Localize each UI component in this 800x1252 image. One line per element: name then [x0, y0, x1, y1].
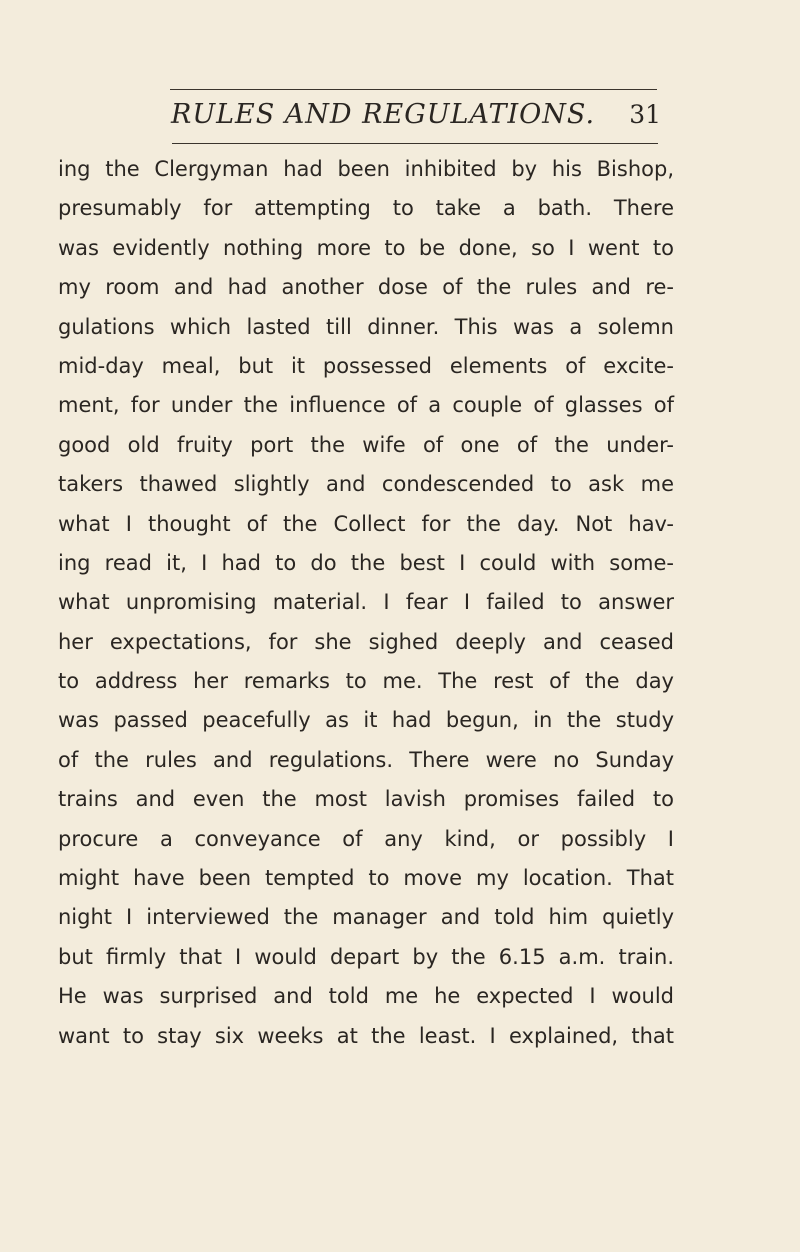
- text-line: want to stay six weeks at the least. I explained, that: [58, 1023, 674, 1048]
- text-line: ing read it, I had to do the best I could with some-: [58, 550, 674, 575]
- text-line: her expectations, for she sighed deeply and ceased: [58, 629, 674, 654]
- text-line: presumably for attempting to take a bath. There: [58, 196, 674, 221]
- text-line: mid-day meal, but it possessed elements of excite-: [58, 353, 674, 378]
- header-rule-top: [170, 89, 657, 90]
- text-line: but firmly that I would depart by the 6.15 a.m. train.: [58, 944, 674, 969]
- running-title: RULES AND REGULATIONS.: [171, 99, 596, 130]
- text-line: gulations which lasted till dinner. This was a solemn: [58, 314, 674, 339]
- text-line: He was surprised and told me he expected I would: [58, 984, 674, 1009]
- text-line: to address her remarks to me. The rest of the day: [58, 669, 674, 694]
- text-line: trains and even the most lavish promises failed to: [58, 787, 674, 812]
- text-line: might have been tempted to move my location. That: [58, 866, 674, 891]
- text-line: ment, for under the influence of a couple of glasses of: [58, 393, 674, 418]
- text-line: what unpromising material. I fear I failed to answer: [58, 590, 674, 615]
- running-header: [171, 95, 661, 135]
- body-text: [58, 150, 674, 1056]
- text-line: takers thawed slightly and condescended to ask me: [58, 472, 674, 497]
- text-line: night I interviewed the manager and told him quietly: [58, 905, 674, 930]
- text-line: my room and had another dose of the rules and re-: [58, 275, 674, 300]
- header-rule-bottom: [172, 143, 658, 144]
- text-line: of the rules and regulations. There were no Sunday: [58, 747, 674, 772]
- text-line: was passed peacefully as it had begun, in the study: [58, 708, 674, 733]
- text-line: what I thought of the Collect for the day. Not hav-: [58, 511, 674, 536]
- text-line: good old fruity port the wife of one of the under-: [58, 432, 674, 457]
- text-line: procure a conveyance of any kind, or possibly I: [58, 826, 674, 851]
- text-line: ing the Clergyman had been inhibited by his Bishop,: [58, 157, 674, 181]
- text-line: was evidently nothing more to be done, so I went to: [58, 235, 674, 260]
- page-number: 31: [629, 100, 661, 129]
